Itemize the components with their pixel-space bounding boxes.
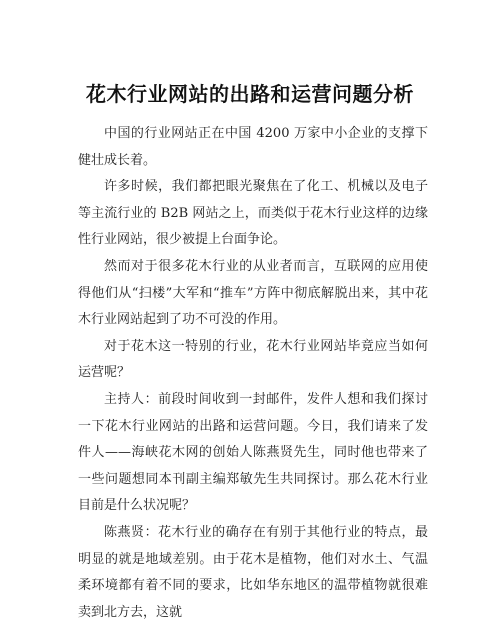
paragraph-4: 对于花木这一特别的行业，花木行业网站毕竟应当如何运营呢？ bbox=[78, 338, 428, 381]
paragraph-2: 许多时候，我们都把眼光聚焦在了化工、机械以及电子等主流行业的 B2B 网站之上，而类似于花木行业这样的边缘性行业网站，很少被提上台面争论。 bbox=[78, 179, 428, 248]
paragraph-1: 中国的行业网站正在中国 4200 万家中小企业的支撑下健壮成长着。 bbox=[78, 126, 428, 168]
document-title: 花木行业网站的出路和运营问题分析 bbox=[86, 82, 414, 106]
document-body bbox=[78, 121, 428, 626]
paragraph-6: 陈燕贤：花木行业的确存在有别于其他行业的特点，最明显的就是地域差别。由于花木是植物，他们对水土、气温柔环境都有着不同的要求，比如华东地区的温带植物就很难卖到北方去，这就 bbox=[78, 524, 428, 620]
paragraph-3: 然而对于很多花木行业的从业者而言，互联网的应用使得他们从“扫楼”大军和“推车”方阵中彻底解脱出来，其中花木行业网站起到了功不可没的作用。 bbox=[78, 258, 428, 328]
paragraph-5: 主持人：前段时间收到一封邮件，发件人想和我们探讨一下花木行业网站的出路和运营问题。今日，我们请来了发件人——海峡花木网的创始人陈燕贤先生，同时他也带来了一些问题想同本刊副主编郑敏先生共同探讨。那么花木行业目前是什么状况呢？ bbox=[78, 391, 428, 514]
